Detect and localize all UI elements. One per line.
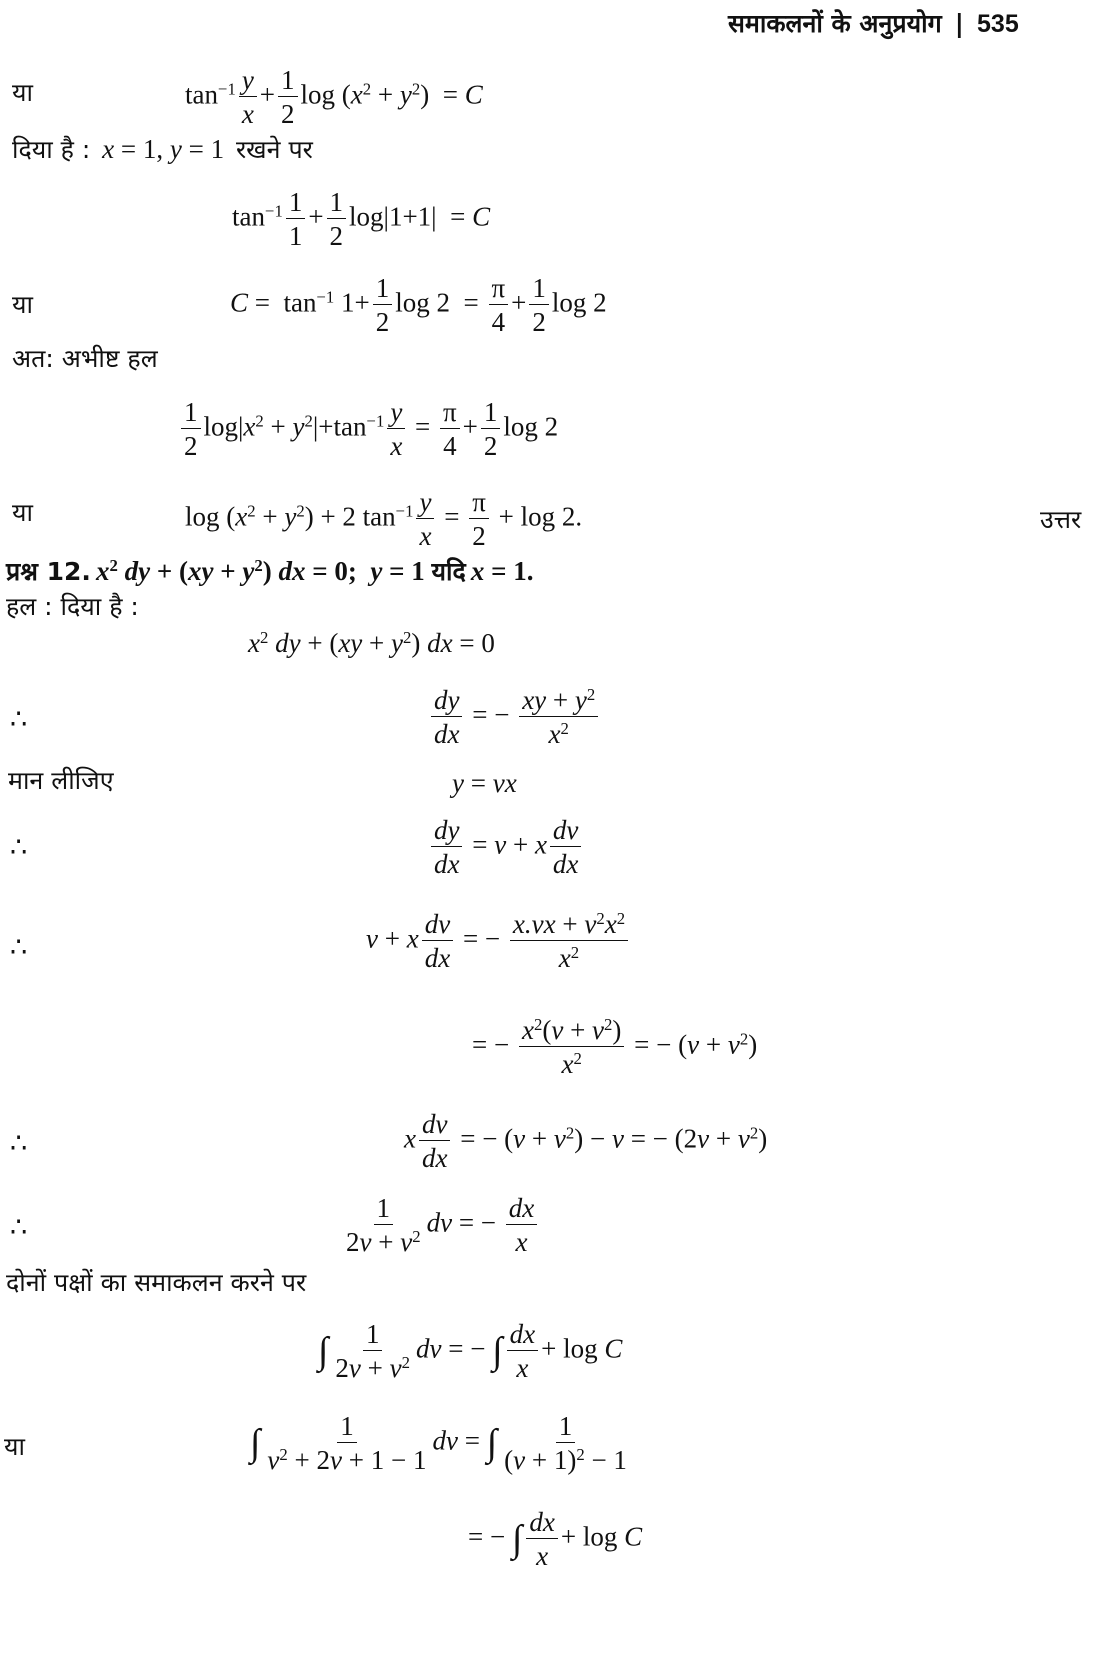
equation-12: = − $\frac{x^2(v + v^2)}{x^2}$ = − $(v + v^2)$ (472, 1014, 758, 1080)
therefore-5: ∴ (10, 1212, 28, 1242)
therefore-3: ∴ (10, 932, 28, 962)
therefore-2: ∴ (10, 832, 28, 862)
therefore-1: ∴ (10, 704, 28, 734)
question-equation: $x^2$ dy + $(xy + y^2)$ dx = 0; y = 1 (96, 555, 432, 586)
given-label: दिया है : (12, 135, 91, 164)
equation-11: v + x $\frac{dv}{dx}$ = − $\frac{x.vx + v^2x^2}{x^2}$ (366, 910, 631, 973)
equation-15: ∫ $\frac{1}{2v + v^2}$ dv = − ∫ $\frac{dx}{x}$ + log C (318, 1319, 623, 1384)
given-line (12, 136, 313, 163)
label-ya-3: या (12, 498, 33, 527)
equation-9: y = vx (452, 768, 517, 798)
solution-label: हल : दिया है : (6, 592, 139, 621)
question-condition-value: x = 1. (470, 556, 534, 586)
label-ya-4: या (4, 1432, 25, 1461)
equation-7: $x^2$ dy + $(xy + y^2)$ dx = 0 (248, 627, 495, 658)
equation-17: = − ∫ $\frac{dx}{x}$ + log C (468, 1507, 643, 1572)
hence-label: अत: अभीष्ट हल (12, 344, 158, 373)
page-header (728, 6, 1019, 40)
chapter-title: समाकलनों के अनुप्रयोग (728, 9, 942, 38)
given-values: x = 1, y = 1 (102, 134, 231, 164)
equation-4: $C = \tan^{-1} 1+$ $\frac{1}{2}$ log 2 = $\frac{\pi}{4}$ + $\frac{1}{2}$ log 2 (230, 273, 607, 338)
answer-label: उत्तर (1040, 505, 1082, 534)
equation-1: $\tan^{-1}$ $\frac{y}{x}$ + $\frac{1}{2}$ $\log (x^2 + y^2) = C$ (185, 65, 483, 130)
label-ya-1: या (12, 78, 33, 107)
equation-14: $\frac{1}{2v + v^2}$ dv = − $\frac{dx}{x}$ (340, 1194, 540, 1257)
equation-5: $\frac{1}{2}$ $\log|x^2 + y^2|+\tan^{-1}$ $\frac{y}{x}$ = $\frac{\pi}{4}$ + $\frac{1}{2}$ log 2 (178, 398, 558, 461)
label-ya-2: या (12, 290, 33, 319)
let-label: मान लीजिए (8, 766, 114, 795)
equation-13: x $\frac{dv}{dx}$ = − $(v + v^2) - v$ = − $(2v + v^2)$ (404, 1109, 768, 1174)
question-label: प्रश्न 12. (6, 557, 91, 586)
equation-3: $\tan^{-1}$ $\frac{1}{1}$ + $\frac{1}{2}$ log|1+1| = C (232, 187, 491, 252)
question-condition: यदि (431, 557, 466, 586)
page-number: 535 (977, 10, 1019, 38)
equation-8: $\frac{dy}{dx}$ = − $\frac{xy + y^2}{x^2}$ (428, 686, 601, 749)
therefore-4: ∴ (10, 1128, 28, 1158)
question-12 (6, 555, 534, 586)
header-separator: | (954, 9, 964, 38)
putting-label: रखने पर (235, 135, 313, 164)
equation-6: $\log (x^2 + y^2) + 2$ $\tan^{-1}$ $\frac{y}{x}$ = $\frac{\pi}{2}$ + log 2. (185, 487, 583, 552)
equation-16: ∫ $\frac{1}{v^2 + 2v + 1 - 1}$ dv = ∫ $\frac{1}{(v + 1)^2 - 1}$ (250, 1411, 627, 1476)
integrating-label: दोनों पक्षों का समाकलन करने पर (6, 1268, 307, 1297)
equation-10: $\frac{dy}{dx}$ = v + x $\frac{dv}{dx}$ (428, 816, 584, 879)
